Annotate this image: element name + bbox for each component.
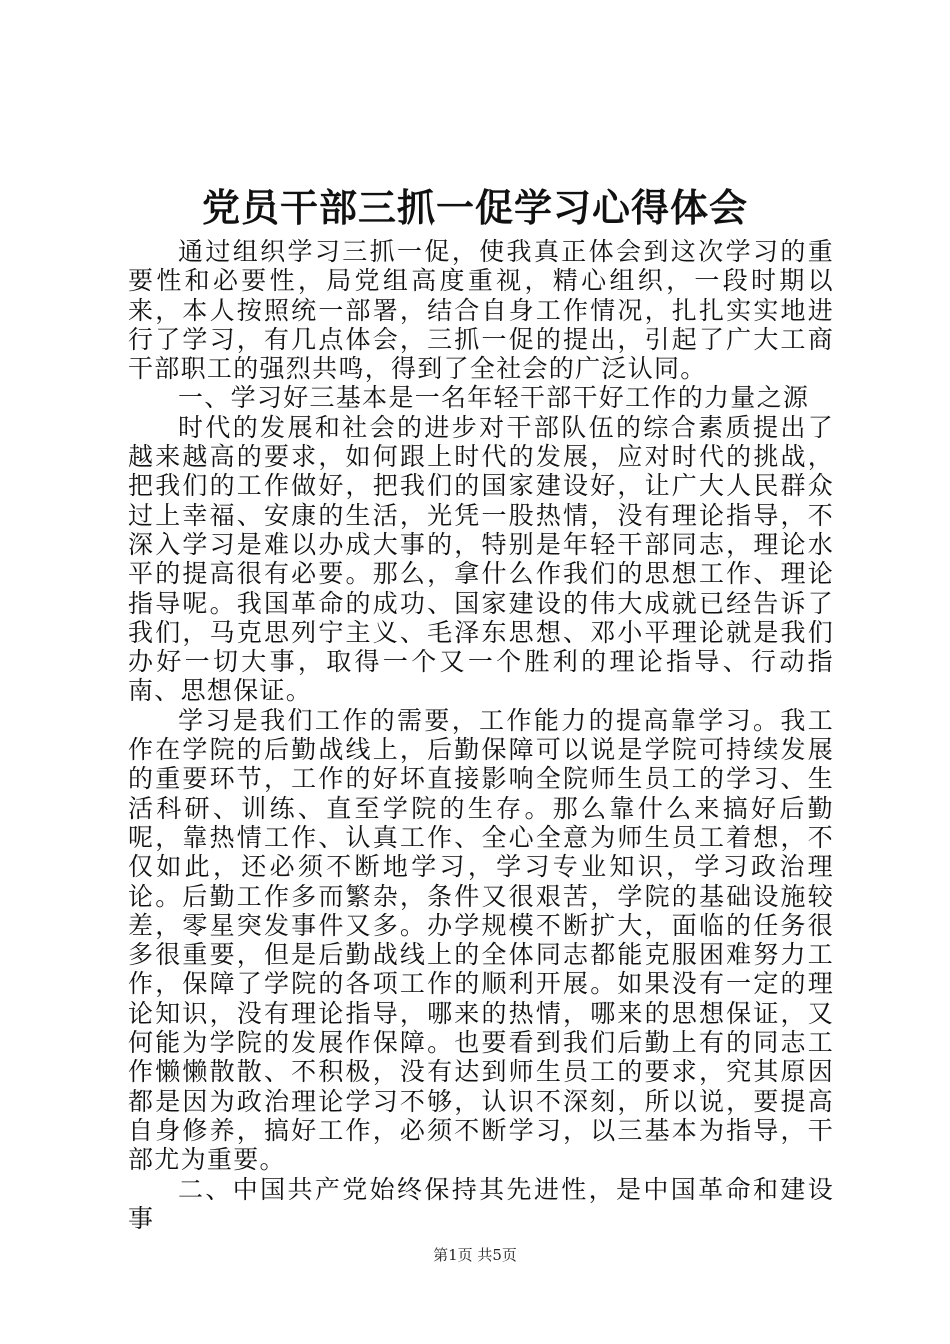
document-title: 党员干部三抓一促学习心得体会 [201, 185, 748, 230]
section-heading-2: 二、中国共产党始终保持其先进性，是中国革命和建设事 [128, 1174, 834, 1233]
paragraph-logistics-study: 学习是我们工作的需要，工作能力的提高靠学习。我工作在学院的后勤战线上，后勤保障可以说是学院可持续发展的重要环节，工作的好坏直接影响全院师生员工的学习、生活科研、训练、直至学院的生存。那么靠什么来搞好后勤呢，靠热情工作、认真工作、全心全意为师生员工着想，不仅如此，还必须不断地学习，学习专业知识，学习政治理论。后勤工作多而繁杂，条件又很艰苦，学院的基础设施较差，零星突发事件又多。办学规模不断扩大，面临的任务很多很重要，但是后勤战线上的全体同志都能克服困难努力工作，保障了学院的各项工作的顺利开展。如果没有一定的理论知识，没有理论指导，哪来的热情，哪来的思想保证，又何能为学院的发展作保障。也要看到我们后勤上有的同志工作懒懒散散、不积极，没有达到师生员工的要求，究其原因都是因为政治理论学习不够，认识不深刻，所以说，要提高自身修养，搞好工作，必须不断学习，以三基本为指导，干部尤为重要。 [128, 705, 834, 1175]
paragraph-intro: 通过组织学习三抓一促，使我真正体会到这次学习的重要性和必要性，局党组高度重视，精心组织，一段时期以来，本人按照统一部署，结合自身工作情况，扎扎实实地进行了学习，有几点体会，三抓一促的提出，引起了广大工商干部职工的强烈共鸣，得到了全社会的广泛认同。 [128, 237, 834, 384]
section-heading-1: 一、学习好三基本是一名年轻干部干好工作的力量之源 [178, 383, 810, 413]
paragraph-era-development: 时代的发展和社会的进步对干部队伍的综合素质提出了越来越高的要求，如何跟上时代的发展，应对时代的挑战，把我们的工作做好，把我们的国家建设好，让广大人民群众过上幸福、安康的生活，光凭一股热情，没有理论指导，不深入学习是难以办成大事的，特别是年轻干部同志，理论水平的提高很有必要。那么，拿什么作我们的思想工作、理论指导呢。我国革命的成功、国家建设的伟大成就已经告诉了我们，马克思列宁主义、毛泽东思想、邓小平理论就是我们办好一切大事，取得一个又一个胜利的理论指导、行动指南、思想保证。 [128, 412, 834, 706]
page-number-footer: 第1页 共5页 [433, 1246, 517, 1264]
document-body [128, 237, 834, 1233]
